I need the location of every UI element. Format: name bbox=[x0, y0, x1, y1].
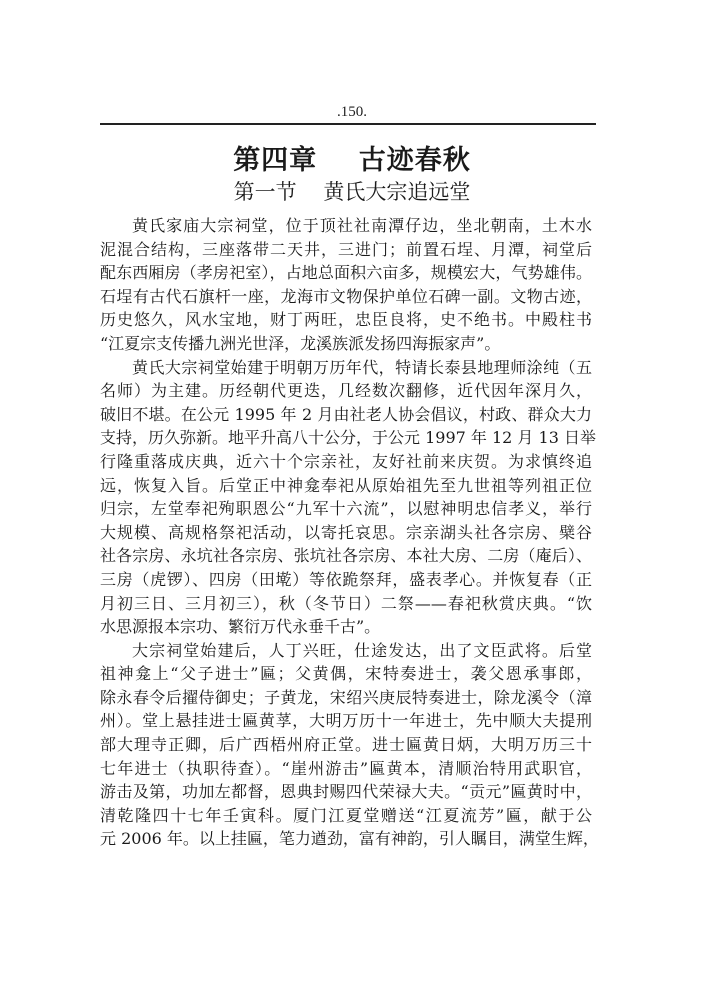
header-rule bbox=[100, 123, 596, 125]
text-line: 支持，历久弥新。地平升高八十公分，于公元 1997 年 12 月 13 日举 bbox=[100, 428, 596, 448]
body-text bbox=[100, 214, 599, 851]
text-line: 破旧不堪。在公元 1995 年 2 月由社老人协会倡议，村政、群众大力 bbox=[100, 404, 592, 424]
text-line: 归宗，左堂奉祀殉职恩公“九军十六流”，以慰神明忠信孝义，举行 bbox=[100, 499, 592, 519]
text-line: 历史悠久，风水宝地，财丁两旺，忠臣良将，史不绝书。中殿柱书 bbox=[100, 310, 592, 330]
paragraph bbox=[100, 356, 596, 639]
text-line: 泥混合结构，三座落带二天井，三进门；前置石埕、月潭，祠堂后 bbox=[100, 239, 592, 259]
text-line: 社各宗房、永坑社各宗房、张坑社各宗房、本社大房、二房（庵后）、 bbox=[100, 546, 592, 566]
text-line: 行隆重落成庆典，近六十个宗亲社，友好社前来庆贺。为求慎终追 bbox=[100, 451, 592, 471]
text-line: 月初三日、三月初三），秋（冬节日）二祭——春祀秋赏庆典。“饮 bbox=[100, 593, 592, 613]
text-line: 配东西厢房（孝房祀室），占地总面积六亩多，规模宏大，气势雄伟。 bbox=[100, 263, 592, 283]
text-line: 州）。堂上悬挂进士匾黄莩，大明万历十一年进士，先中顺大夫提刑 bbox=[100, 711, 592, 731]
text-line: 大宗祠堂始建后，人丁兴旺，仕途发达，出了文臣武将。后堂 bbox=[132, 640, 592, 660]
paragraph bbox=[100, 214, 592, 356]
text-line: 远，恢复入旨。后堂正中神龛奉祀从原始祖先至九世祖等列祖正位 bbox=[100, 475, 592, 495]
text-line: 黄氏家庙大宗祠堂，位于顶社社南潭仔边，坐北朝南，土木水 bbox=[132, 216, 592, 235]
text-line: 黄氏大宗祠堂始建于明朝万历年代，特请长泰县地理师涂纯（五 bbox=[132, 357, 592, 377]
text-line: 水思源报本宗功、繁衍万代永垂千古”。 bbox=[100, 617, 381, 637]
text-line: 大规模、高规格祭祀活动，以寄托哀思。宗亲湖头社各宗房、檗谷 bbox=[100, 522, 592, 542]
paragraph bbox=[100, 639, 599, 851]
page-number: .150. bbox=[337, 104, 367, 120]
text-line: 元 2006 年。以上挂匾，笔力遒劲，富有神韵，引人瞩目，满堂生辉， bbox=[100, 829, 599, 849]
text-line: 部大理寺正卿，后广西梧州府正堂。进士匾黄日炳，大明万历三十 bbox=[100, 735, 592, 755]
text-line: “江夏宗支传播九洲光世泽，龙溪族派发扬四海振家声”。 bbox=[100, 333, 501, 353]
section-title: 第一节 黄氏大宗追远堂 bbox=[233, 180, 471, 204]
text-line: 祖神龛上“父子进士”匾；父黄偶，宋特奏进士，袭父恩承事郎， bbox=[100, 664, 592, 684]
text-line: 石埕有古代石旗杆一座，龙海市文物保护单位石碑一副。文物古迹， bbox=[100, 286, 592, 306]
text-line: 游击及第，功加左都督，恩典封赐四代荣禄大夫。“贡元”匾黄时中， bbox=[100, 782, 592, 802]
text-line: 名师）为主建。历经朝代更迭，几经数次翻修，近代因年深月久， bbox=[100, 381, 592, 401]
chapter-title: 第四章 古迹春秋 bbox=[233, 145, 471, 176]
text-line: 七年进士（执职待查）。“崖州游击”匾黄本，清顺治特用武职官， bbox=[100, 758, 592, 778]
text-line: 清乾隆四十七年壬寅科。厦门江夏堂赠送“江夏流芳”匾，献于公 bbox=[100, 805, 592, 825]
text-line: 三房（虎锣）、四房（田墘）等依跪祭拜，盛表孝心。并恢复春（正 bbox=[100, 569, 592, 589]
text-line: 除永春令后擢侍御史；子黄龙，宋绍兴庚辰特奏进士，除龙溪令（漳 bbox=[100, 687, 592, 707]
